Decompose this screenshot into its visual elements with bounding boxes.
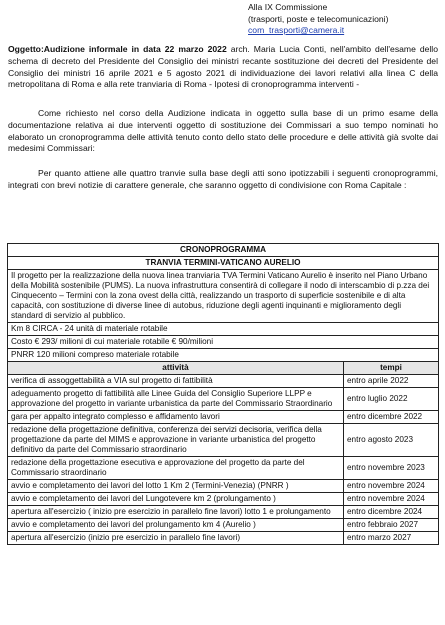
tramways-paragraph: Per quanto attiene alle quattro tranvie sulla base degli atti sono ipotizzabili i seguenti cronoprogrammi, integrati con brevi notizie di carattere generale, che saranno oggetto di condivisione con Roma Capitale : — [8, 168, 438, 190]
fact-cost: Costo € 293/ milioni di cui materiale rotabile € 90/milioni — [8, 336, 439, 349]
table-row — [8, 493, 439, 506]
table-row — [8, 388, 439, 411]
recipient-line-1: Alla IX Commissione — [248, 2, 328, 12]
fact-pnrr: PNRR 120 milioni compreso materiale rotabile — [8, 349, 439, 362]
table-subtitle-row — [8, 257, 439, 270]
time-cell: entro novembre 2023 — [344, 457, 439, 480]
activity-cell: redazione della progettazione esecutiva e approvazione del progetto da parte del Commissario straordinario — [8, 457, 344, 480]
column-header-time: tempi — [344, 362, 439, 375]
table-title-row — [8, 244, 439, 257]
time-cell: entro novembre 2024 — [344, 493, 439, 506]
activity-cell: avvio e completamento dei lavori del lotto 1 Km 2 (Termini-Venezia) (PNRR ) — [8, 480, 344, 493]
table-row — [8, 457, 439, 480]
description-row — [8, 270, 439, 323]
table-row — [8, 375, 439, 388]
fact-row — [8, 336, 439, 349]
subject-paragraph — [8, 44, 438, 91]
table-subtitle: TRANVIA TERMINI-VATICANO AURELIO — [8, 257, 439, 270]
schedule-table — [7, 243, 439, 545]
time-cell: entro dicembre 2022 — [344, 411, 439, 424]
recipient-email-link[interactable]: com_trasporti@camera.it — [248, 25, 345, 35]
activity-cell: apertura all'esercizio ( inizio pre esercizio in parallelo fine lavori) lotto 1 e prolungamento — [8, 506, 344, 519]
time-cell: entro novembre 2024 — [344, 480, 439, 493]
table-row — [8, 424, 439, 457]
header-row — [8, 362, 439, 375]
table-row — [8, 532, 439, 545]
subject-text: arch. Maria Lucia Conti, nell'ambito dell'esame dello schema di decreto del Presidente del Consiglio dei ministri recante sostituzione dei decreti del Presidente del Consiglio dei ministri 16 aprile 2021 e 5 agosto 2021 di individuazione dei lavori relativi alla linea C della metropolitana di Roma e alla rete tranviaria di Roma - Ipotesi di cronoprogramma interventi - — [8, 44, 438, 90]
table-title: CRONOPROGRAMMA — [8, 244, 439, 257]
activity-cell: avvio e completamento dei lavori del prolungamento km 4 (Aurelio ) — [8, 519, 344, 532]
recipient-address — [248, 2, 388, 37]
activity-cell: avvio e completamento dei lavori del Lungotevere km 2 (prolungamento ) — [8, 493, 344, 506]
activity-cell: apertura all'esercizio (inizio pre esercizio in parallelo fine lavori) — [8, 532, 344, 545]
time-cell: entro febbraio 2027 — [344, 519, 439, 532]
table-row — [8, 519, 439, 532]
time-cell: entro luglio 2022 — [344, 388, 439, 411]
time-cell: entro marzo 2027 — [344, 532, 439, 545]
activity-cell: adeguamento progetto di fattibilità alle Linee Guida del Consiglio Superiore LLPP e approvazione del progetto in variante urbanistica da parte del Commissario Straordinario — [8, 388, 344, 411]
time-cell: entro aprile 2022 — [344, 375, 439, 388]
table-row — [8, 480, 439, 493]
fact-row — [8, 323, 439, 336]
subject-title: :Audizione informale in data 22 marzo 2022 — [40, 44, 227, 54]
time-cell: entro dicembre 2024 — [344, 506, 439, 519]
subject-label: Oggetto — [8, 44, 41, 54]
activity-cell: verifica di assoggettabilità a VIA sul progetto di fattibilità — [8, 375, 344, 388]
activity-cell: redazione della progettazione definitiva, conferenza dei servizi decisoria, verifica della progettazione da parte del MIMS e approvazione in variante urbanistica del progetto definitivo da parte del Commissario straordinario — [8, 424, 344, 457]
project-description: Il progetto per la realizzazione della nuova linea tranviaria TVA Termini Vaticano Aurelio è inserito nel Piano Urbano della Mobilità sostenibile (PUMS). La nuova infrastruttura consentirà di collegare il nodo di interscambio di p.zza dei Cinquecento – Termini con la zona ovest della città, realizzando un trasporto di superficie sostenibile e di alta capacità, con sostituzione di diverse linee di autobus, riduzione degli agenti inquinanti e miglioramento degli standard di servizio al pubblico. — [8, 270, 439, 323]
fact-length: Km 8 CIRCA - 24 unità di materiale rotabile — [8, 323, 439, 336]
time-cell: entro agosto 2023 — [344, 424, 439, 457]
intro-paragraph: Come richiesto nel corso della Audizione indicata in oggetto sulla base di un primo esame della documentazione relativa ai due interventi oggetto di sostituzione dei Commissari a suo tempo nominati ho elaborato un cronoprogramma delle attività tenuto conto dello stato delle procedure e delle attività già svolte dai medesimi Commissari: — [8, 108, 438, 154]
column-header-activity: attività — [8, 362, 344, 375]
table-row — [8, 411, 439, 424]
table-row — [8, 506, 439, 519]
recipient-line-2: (trasporti, poste e telecomunicazioni) — [248, 13, 389, 24]
fact-row — [8, 349, 439, 362]
activity-cell: gara per appalto integrato complesso e affidamento lavori — [8, 411, 344, 424]
